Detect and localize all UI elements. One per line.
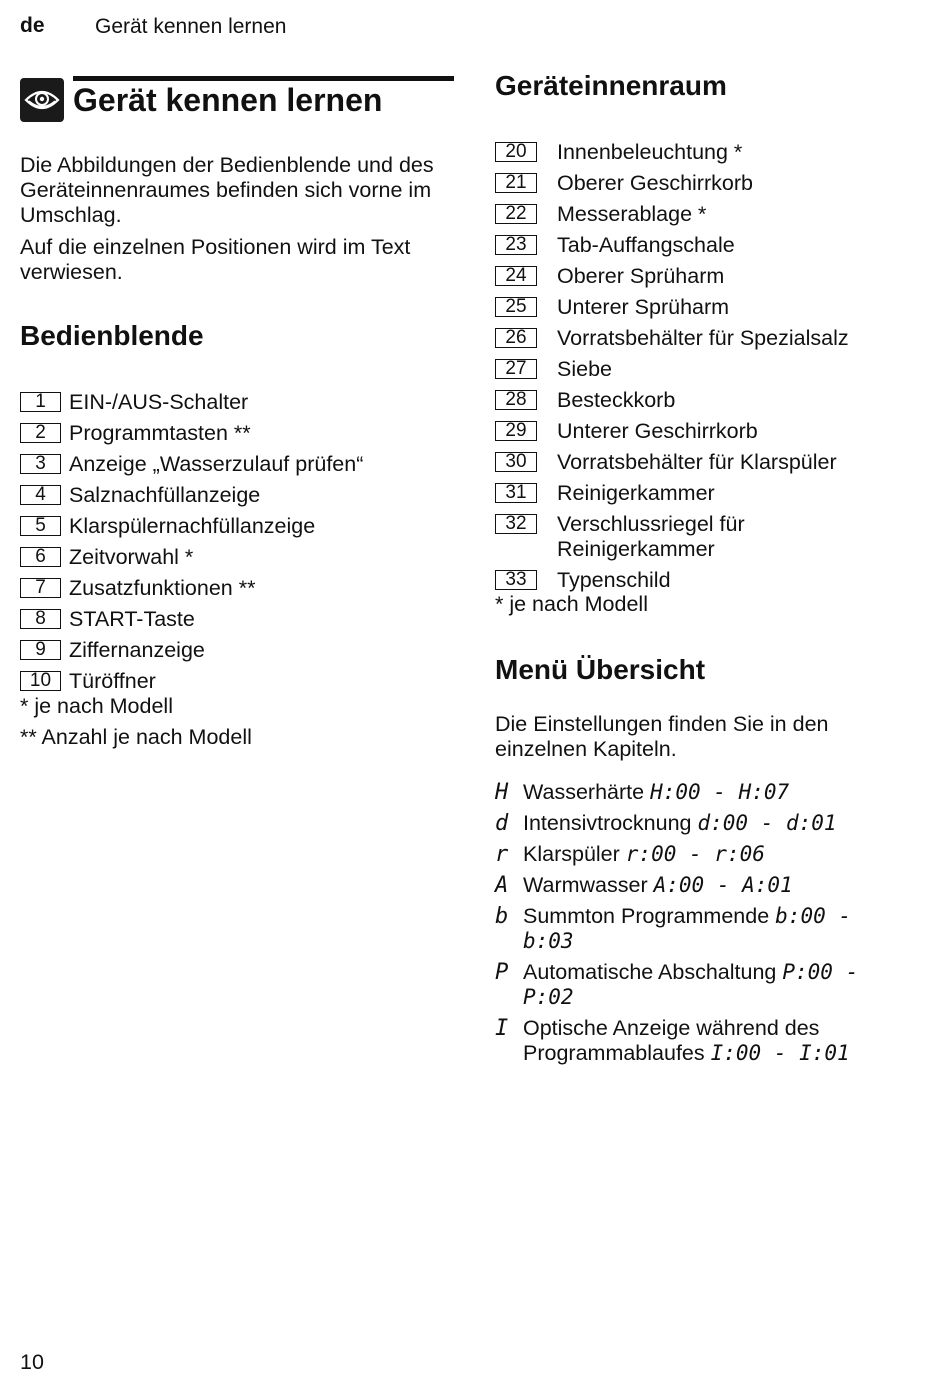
item-label: Typenschild bbox=[557, 568, 671, 592]
display-symbol: d bbox=[495, 811, 509, 836]
item-label: Unterer Sprüharm bbox=[557, 295, 730, 319]
list-item bbox=[495, 171, 915, 196]
menu-item bbox=[495, 873, 895, 898]
position-number: 28 bbox=[495, 390, 537, 410]
menu-item-label: Warmwasser bbox=[523, 873, 648, 897]
display-symbol: P bbox=[495, 960, 509, 985]
item-label: Vorratsbehälter für Spezialsalz bbox=[557, 326, 849, 350]
position-number: 24 bbox=[495, 266, 537, 286]
menu-item bbox=[495, 904, 895, 954]
menu-item bbox=[495, 1016, 895, 1066]
header-title: Gerät kennen lernen bbox=[95, 15, 287, 38]
list-item bbox=[495, 295, 915, 320]
header-language: de bbox=[20, 14, 45, 37]
menu-heading: Menü Übersicht bbox=[495, 654, 706, 685]
position-number: 22 bbox=[495, 204, 537, 224]
menu-item-label: Optische Anzeige während des Programmablaufes bbox=[523, 1016, 820, 1065]
list-item bbox=[495, 568, 915, 593]
value-range: b:00 - b:03 bbox=[523, 904, 852, 953]
display-symbol: b bbox=[495, 904, 509, 929]
position-number: 29 bbox=[495, 421, 537, 441]
menu-item-label: Intensivtrocknung bbox=[523, 811, 692, 835]
menu-item bbox=[495, 780, 895, 805]
menu-item bbox=[495, 842, 895, 867]
item-label: Vorratsbehälter für Klarspüler bbox=[557, 450, 837, 474]
eye-icon bbox=[20, 78, 64, 122]
position-number: 9 bbox=[20, 640, 61, 660]
menu-item-label: Wasserhärte bbox=[523, 780, 645, 804]
item-label: Ziffernanzeige bbox=[69, 638, 205, 662]
list-item bbox=[20, 607, 460, 632]
list-item bbox=[20, 421, 460, 446]
item-label: Innenbeleuchtung * bbox=[557, 140, 743, 164]
menu-item bbox=[495, 811, 895, 836]
bedienblende-heading: Bedienblende bbox=[20, 320, 204, 351]
menu-list bbox=[495, 780, 895, 1072]
display-symbol: H bbox=[495, 780, 509, 805]
value-range: d:00 - d:01 bbox=[697, 811, 837, 835]
item-label: Oberer Geschirrkorb bbox=[557, 171, 753, 195]
position-number: 6 bbox=[20, 547, 61, 567]
page-title: Gerät kennen lernen bbox=[73, 82, 383, 118]
list-item bbox=[495, 233, 915, 258]
list-item bbox=[20, 669, 460, 694]
item-label: Anzeige „Wasserzulauf prüfen“ bbox=[69, 452, 364, 476]
position-number: 2 bbox=[20, 423, 61, 443]
item-label: Klarspülernachfüllanzeige bbox=[69, 514, 316, 538]
list-item bbox=[20, 452, 460, 477]
item-label: Siebe bbox=[557, 357, 612, 381]
value-range: I:00 - I:01 bbox=[710, 1041, 850, 1065]
item-label: Türöffner bbox=[69, 669, 156, 693]
item-label: EIN-/AUS-Schalter bbox=[69, 390, 249, 414]
item-label: Besteckkorb bbox=[557, 388, 676, 412]
list-item bbox=[495, 388, 915, 413]
menu-item bbox=[495, 960, 895, 1010]
intro-paragraph-1: Die Abbildungen der Bedienblende und des Geräteinnenraumes befinden sich vorne im Umschlag. bbox=[20, 153, 434, 227]
position-number: 21 bbox=[495, 173, 537, 193]
item-label: Oberer Sprüharm bbox=[557, 264, 725, 288]
list-item bbox=[495, 419, 915, 444]
position-number: 33 bbox=[495, 570, 537, 590]
intro-paragraph-2: Auf die einzelnen Positionen wird im Text verwiesen. bbox=[20, 235, 411, 284]
position-number: 4 bbox=[20, 485, 61, 505]
position-number: 10 bbox=[20, 671, 61, 691]
list-item bbox=[20, 545, 460, 570]
item-label: Salznachfüllanzeige bbox=[69, 483, 261, 507]
menu-intro: Die Einstellungen finden Sie in den einzelnen Kapiteln. bbox=[495, 712, 829, 761]
value-range: r:00 - r:06 bbox=[625, 842, 765, 866]
item-label: Unterer Geschirrkorb bbox=[557, 419, 758, 443]
position-number: 27 bbox=[495, 359, 537, 379]
position-number: 20 bbox=[495, 142, 537, 162]
item-label: START-Taste bbox=[69, 607, 195, 631]
item-label: Zusatzfunktionen ** bbox=[69, 576, 256, 600]
list-item bbox=[495, 481, 915, 506]
footnote-modell: * je nach Modell bbox=[20, 694, 173, 718]
innenraum-list bbox=[495, 140, 915, 599]
item-label: Messerablage * bbox=[557, 202, 707, 226]
list-item bbox=[495, 357, 915, 382]
item-label: Verschlussriegel für Reinigerkammer bbox=[557, 512, 745, 561]
list-item bbox=[495, 264, 915, 289]
list-item bbox=[20, 514, 460, 539]
value-range: A:00 - A:01 bbox=[653, 873, 793, 897]
list-item bbox=[20, 638, 460, 663]
menu-item-label: Automatische Abschaltung bbox=[523, 960, 777, 984]
item-label: Reinigerkammer bbox=[557, 481, 715, 505]
position-number: 30 bbox=[495, 452, 537, 472]
position-number: 1 bbox=[20, 392, 61, 412]
list-item bbox=[20, 576, 460, 601]
footnote-anzahl: ** Anzahl je nach Modell bbox=[20, 725, 252, 749]
item-label: Programmtasten ** bbox=[69, 421, 251, 445]
position-number: 3 bbox=[20, 454, 61, 474]
menu-item-label: Klarspüler bbox=[523, 842, 620, 866]
page-number: 10 bbox=[20, 1350, 44, 1374]
section-title-block bbox=[20, 76, 454, 124]
value-range: P:00 - P:02 bbox=[523, 960, 859, 1009]
item-label: Tab-Auffangschale bbox=[557, 233, 735, 257]
footnote-modell-2: * je nach Modell bbox=[495, 592, 648, 616]
display-symbol: I bbox=[495, 1016, 509, 1041]
position-number: 8 bbox=[20, 609, 61, 629]
position-number: 26 bbox=[495, 328, 537, 348]
display-symbol: r bbox=[495, 842, 509, 867]
position-number: 5 bbox=[20, 516, 61, 536]
list-item bbox=[495, 450, 915, 475]
list-item bbox=[20, 390, 460, 415]
position-number: 25 bbox=[495, 297, 537, 317]
list-item bbox=[20, 483, 460, 508]
title-rule bbox=[73, 76, 454, 81]
list-item bbox=[495, 512, 915, 562]
menu-item-label: Summton Programmende bbox=[523, 904, 770, 928]
bedienblende-list bbox=[20, 390, 460, 700]
list-item bbox=[495, 326, 915, 351]
position-number: 31 bbox=[495, 483, 537, 503]
display-symbol: A bbox=[495, 873, 509, 898]
value-range: H:00 - H:07 bbox=[650, 780, 790, 804]
list-item bbox=[495, 140, 915, 165]
list-item bbox=[495, 202, 915, 227]
position-number: 32 bbox=[495, 514, 537, 534]
innenraum-heading: Geräteinnenraum bbox=[495, 70, 727, 101]
item-label: Zeitvorwahl * bbox=[69, 545, 194, 569]
position-number: 7 bbox=[20, 578, 61, 598]
position-number: 23 bbox=[495, 235, 537, 255]
